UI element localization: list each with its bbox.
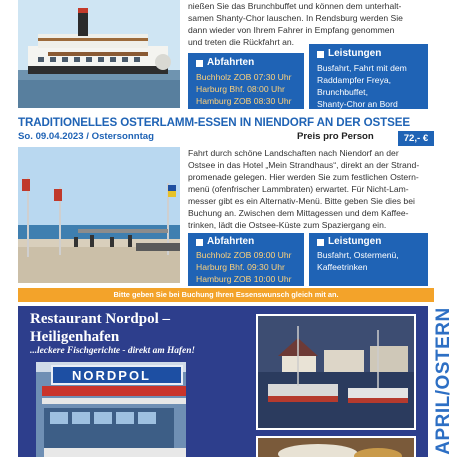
booking-note-banner: Bitte geben Sie bei Buchung Ihren Essenswunsch gleich mit an. — [18, 288, 434, 302]
restaurant-sign-text: NORDPOL — [72, 368, 151, 383]
service-line: Brunchbuffet, — [317, 87, 368, 97]
event2-title: TRADITIONELLES OSTERLAMM-ESSEN IN NIENDORF AN DER OSTSEE — [18, 116, 411, 129]
beach-pier-photo — [18, 147, 180, 283]
side-label-text: APRIL/OSTERN — [433, 307, 454, 455]
price-label: Preis pro Person — [297, 131, 374, 142]
bullet-square-icon — [196, 60, 203, 67]
service-line: Kaffeetrinken — [317, 262, 368, 272]
event2-body-line: Buchung an. Zwischen dem Mittagessen und dem Kaffee- — [188, 208, 409, 218]
departure-line: Hamburg ZOB 08:30 Uhr — [196, 96, 292, 106]
departure-line: Harburg Bhf. 08:00 Uhr — [196, 84, 285, 94]
event2-body-line: trinken, lädt die Ostsee-Küste zum Spaziergang ein. — [188, 220, 387, 230]
service-line: Busfahrt, Ostermenü, — [317, 250, 399, 260]
harbor-photo — [256, 314, 416, 430]
event2-body-line: menü (ofenfrischer Lammbraten) erwartet. Für Nicht-Lam- — [188, 184, 409, 194]
event1-intro-line: und treten die Rückfahrt an. — [188, 37, 295, 47]
departure-line: Buchholz ZOB 09:00 Uhr — [196, 250, 292, 260]
event2-body-line: messer gibt es ein Alternativ-Menü. Bitte geben Sie dies bei — [188, 196, 415, 206]
event1-intro-line: dann wieder von Ihrem Fahrer in Empfang genommen — [188, 25, 395, 35]
ad-title — [30, 310, 170, 346]
service-line: Raddampfer Freya, — [317, 75, 392, 85]
event1-services-heading: Leistungen — [317, 48, 420, 60]
service-line: Busfahrt, Fahrt mit dem — [317, 63, 407, 73]
event1-departures-heading: Abfahrten — [196, 57, 296, 69]
ad-title-line: Heiligenhafen — [30, 329, 120, 345]
steamboat-photo — [18, 0, 180, 108]
event2-departures-box — [188, 233, 304, 286]
event2-departures-heading: Abfahrten — [196, 236, 296, 248]
bullet-square-icon — [196, 239, 203, 246]
bullet-square-icon — [317, 239, 324, 246]
ad-tagline: ...leckere Fischgerichte - direkt am Hafen! — [30, 346, 196, 356]
restaurant-sign-photo — [36, 362, 186, 457]
event2-body-line: Fahrt durch schöne Landschaften nach Niendorf an der — [188, 148, 399, 158]
event2-date: So. 09.04.2023 / Ostersonntag — [18, 131, 154, 142]
event2-body-line: Ostsee in das Hotel „Mein Strandhaus“, direkt an der Strand- — [188, 160, 420, 170]
event1-description — [188, 0, 428, 48]
event2-services-box — [309, 233, 428, 286]
departure-line: Hamburg ZOB 10:00 Uhr — [196, 274, 292, 284]
departure-line: Harburg Bhf. 09:30 Uhr — [196, 262, 285, 272]
event1-intro-line: nießen Sie das Brunchbuffet und können dem unterhalt- — [188, 1, 402, 11]
ad-title-line: Restaurant Nordpol – — [30, 311, 171, 327]
departure-line: Buchholz ZOB 07:30 Uhr — [196, 72, 292, 82]
event2-body-line: promenade gelegen. Hier werden Sie zum festlichen Ostern- — [188, 172, 419, 182]
bullet-square-icon — [317, 51, 324, 58]
event1-services-box — [309, 44, 428, 109]
event2-services-heading: Leistungen — [317, 236, 420, 248]
event1-intro-line: samen Shanty-Chor lauschen. In Rendsburg werden Sie — [188, 13, 403, 23]
side-section-label — [431, 306, 457, 457]
food-photo — [256, 436, 416, 457]
event1-departures-box — [188, 53, 304, 109]
event2-description — [188, 147, 428, 231]
service-line: Shanty-Chor an Bord — [317, 99, 398, 109]
price-badge: 72,- € — [398, 131, 434, 146]
